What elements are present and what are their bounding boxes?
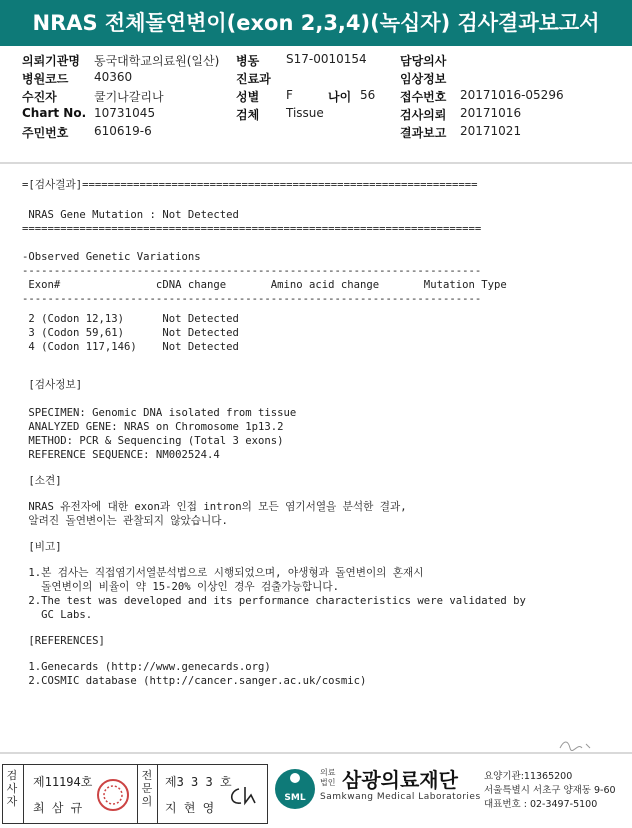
org-english-name: Samkwang Medical Laboratories bbox=[320, 792, 481, 802]
opinion-line: 알려진 돌연변이는 관찰되지 않았습니다. bbox=[22, 515, 228, 527]
section-info-header: [검사정보] bbox=[22, 379, 83, 391]
request-label: 검사의뢰 bbox=[400, 108, 447, 122]
sex-label: 성별 bbox=[236, 90, 260, 104]
specimen-label: 검체 bbox=[236, 108, 260, 122]
report-footer bbox=[0, 760, 632, 828]
table-rule: ------------------------------------------------------------------------ bbox=[22, 293, 482, 305]
age-value: 56 bbox=[360, 88, 376, 102]
footer-divider bbox=[0, 752, 632, 754]
age-label: 나이 bbox=[328, 90, 352, 104]
specialist-signature bbox=[225, 783, 261, 811]
org-name: 삼광의료재단 bbox=[342, 768, 458, 792]
table-row: 2 (Codon 12,13) Not Detected bbox=[22, 313, 239, 325]
specialist-name: 지 현 영 bbox=[165, 801, 215, 815]
report-header bbox=[22, 52, 622, 142]
clinical-label: 임상정보 bbox=[400, 72, 447, 86]
reference-line: 2.COSMIC database (http://cancer.sanger.ac.uk/cosmic) bbox=[22, 675, 367, 687]
org-prefix: 의료법인 bbox=[320, 768, 336, 787]
specimen-value: Tissue bbox=[286, 106, 324, 120]
note-line: 돌연변이의 비율이 약 15-20% 이상인 경우 검출가능합니다. bbox=[22, 581, 339, 593]
divider-line: ======================================================================== bbox=[22, 223, 482, 235]
report-body bbox=[22, 178, 622, 688]
section-references-header: [REFERENCES] bbox=[22, 635, 105, 647]
section-opinion-header: [소견] bbox=[22, 475, 62, 487]
header-divider bbox=[0, 162, 632, 164]
code-value: 40360 bbox=[94, 70, 133, 84]
org-phone: 대표번호 : 02-3497-5100 bbox=[484, 799, 598, 810]
specialist-number: 제3 3 3 호 bbox=[165, 775, 232, 789]
receipt-value: 20171016-05296 bbox=[460, 88, 564, 102]
doctor-label: 담당의사 bbox=[400, 54, 447, 68]
sml-logo-text: SML bbox=[284, 793, 306, 803]
signature-box bbox=[2, 764, 268, 824]
ward-label: 병동 bbox=[236, 54, 260, 68]
hospital-value: 동국대학교의료원(일산) bbox=[94, 54, 220, 68]
ward-value: S17-0010154 bbox=[286, 52, 367, 66]
table-row: 4 (Codon 117,146) Not Detected bbox=[22, 341, 239, 353]
reference-line: 1.Genecards (http://www.genecards.org) bbox=[22, 661, 271, 673]
summary-line: NRAS Gene Mutation : Not Detected bbox=[22, 209, 239, 221]
section-result-header: =[검사결과]============================================================== bbox=[22, 179, 478, 191]
code-label: 병원코드 bbox=[22, 72, 69, 86]
note-line: 1.본 검사는 직접염기서열분석법으로 시행되었으며, 야생형과 돌연변이의 혼재시 bbox=[22, 567, 424, 579]
opinion-line: NRAS 유전자에 대한 exon과 인접 intron의 모든 염기서열을 분석한 결과, bbox=[22, 501, 407, 513]
info-line: SPECIMEN: Genomic DNA isolated from tissue bbox=[22, 407, 297, 419]
hospital-label: 의뢰기관명 bbox=[22, 54, 80, 68]
variations-title: -Observed Genetic Variations bbox=[22, 251, 201, 263]
examiner-name: 최 삼 규 bbox=[33, 801, 83, 815]
patient-value: 쿨기나갈리나 bbox=[94, 90, 164, 104]
sml-logo-icon bbox=[272, 766, 318, 812]
id-value: 610619-6 bbox=[94, 124, 152, 138]
note-line: GC Labs. bbox=[22, 609, 93, 621]
examiner-number: 제11194호 bbox=[33, 775, 93, 789]
dept-label: 진료과 bbox=[236, 72, 271, 86]
id-label: 주민번호 bbox=[22, 126, 69, 140]
info-line: METHOD: PCR & Sequencing (Total 3 exons) bbox=[22, 435, 284, 447]
request-value: 20171016 bbox=[460, 106, 522, 120]
patient-label: 수진자 bbox=[22, 90, 57, 104]
signature-mark bbox=[556, 738, 596, 752]
chart-value: 10731045 bbox=[94, 106, 156, 120]
org-address: 서울특별시 서초구 양재동 9-60 bbox=[484, 785, 616, 796]
table-rule: ------------------------------------------------------------------------ bbox=[22, 265, 482, 277]
info-line: ANALYZED GENE: NRAS on Chromosome 1p13.2 bbox=[22, 421, 284, 433]
info-line: REFERENCE SEQUENCE: NM002524.4 bbox=[22, 449, 220, 461]
examiner-label: 검사자 bbox=[6, 769, 18, 808]
section-notes-header: [비고] bbox=[22, 541, 62, 553]
agency-number: 요양기관:11365200 bbox=[484, 771, 573, 782]
receipt-label: 접수번호 bbox=[400, 90, 447, 104]
report-date-value: 20171021 bbox=[460, 124, 522, 138]
examiner-seal-icon bbox=[95, 777, 131, 813]
report-date-label: 결과보고 bbox=[400, 126, 447, 140]
report-title: NRAS 전체돌연변이(exon 2,3,4)(녹십자) 검사결과보고서 bbox=[0, 0, 632, 46]
chart-label: Chart No. bbox=[22, 106, 87, 120]
sex-value: F bbox=[286, 88, 293, 102]
specialist-label: 전문의 bbox=[141, 769, 153, 808]
table-header: Exon# cDNA change Amino acid change Mutation Type bbox=[22, 279, 507, 291]
table-row: 3 (Codon 59,61) Not Detected bbox=[22, 327, 239, 339]
note-line: 2.The test was developed and its performance characteristics were validated by bbox=[22, 595, 526, 607]
